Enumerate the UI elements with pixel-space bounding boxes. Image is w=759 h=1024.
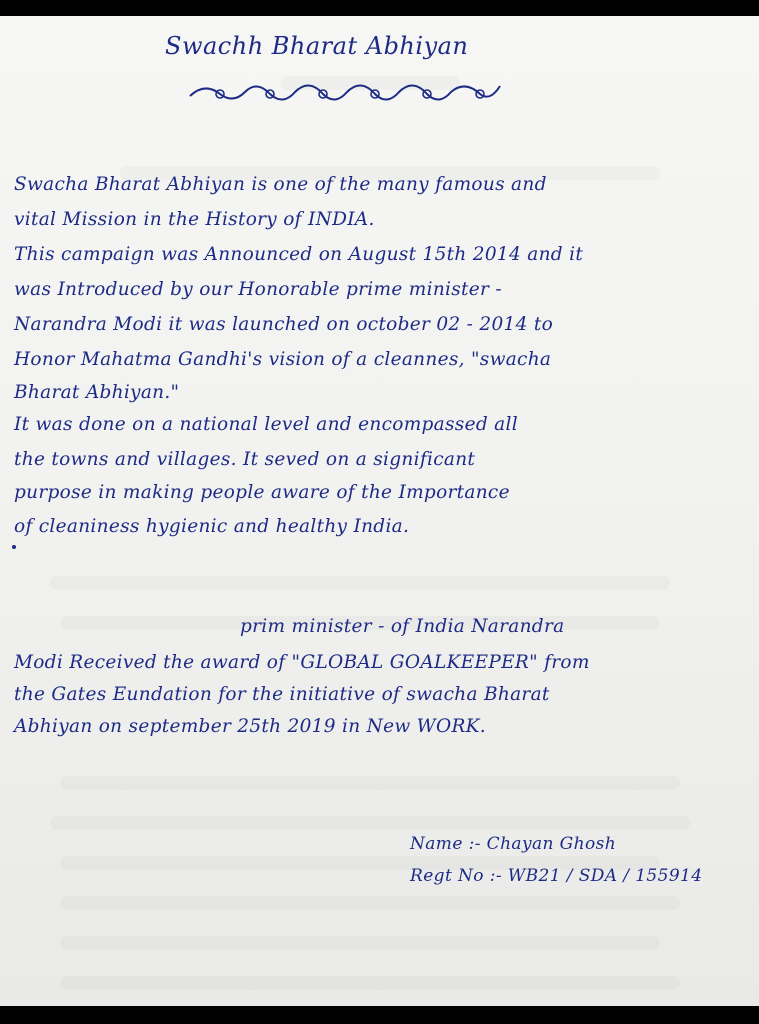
regd-number-line: Regt No :- WB21 / SDA / 155914 xyxy=(410,866,703,886)
handwritten-page xyxy=(0,16,759,1006)
body-line: prim minister - of India Narandra xyxy=(240,616,565,637)
paper-bleed-through xyxy=(20,16,740,1006)
body-line: Narandra Modi it was launched on october 02 - 2014 to xyxy=(14,314,554,335)
body-line: Swacha Bharat Abhiyan is one of the many famous and xyxy=(14,174,547,195)
decorative-flourish xyxy=(185,72,505,108)
body-line: was Introduced by our Honorable prime minister - xyxy=(14,279,502,300)
body-line: the Gates Eundation for the initiative of swacha Bharat xyxy=(14,684,550,705)
body-line: purpose in making people aware of the Importance xyxy=(14,482,510,503)
body-line: Abhiyan on september 25th 2019 in New WORK. xyxy=(14,716,486,737)
body-line: vital Mission in the History of INDIA. xyxy=(14,209,375,230)
name-line: Name :- Chayan Ghosh xyxy=(410,834,617,854)
ink-dot xyxy=(12,545,16,549)
body-line: the towns and villages. It seved on a significant xyxy=(14,449,476,470)
body-line: Honor Mahatma Gandhi's vision of a cleannes, "swacha xyxy=(14,349,552,370)
body-line: It was done on a national level and encompassed all xyxy=(14,414,518,435)
body-line: This campaign was Announced on August 15th 2014 and it xyxy=(14,244,584,265)
body-line: Modi Received the award of "GLOBAL GOALKEEPER" from xyxy=(14,652,590,673)
body-line: of cleaniness hygienic and healthy India. xyxy=(14,516,410,537)
body-line: Bharat Abhiyan." xyxy=(14,382,180,403)
page-title: Swachh Bharat Abhiyan xyxy=(165,32,469,60)
